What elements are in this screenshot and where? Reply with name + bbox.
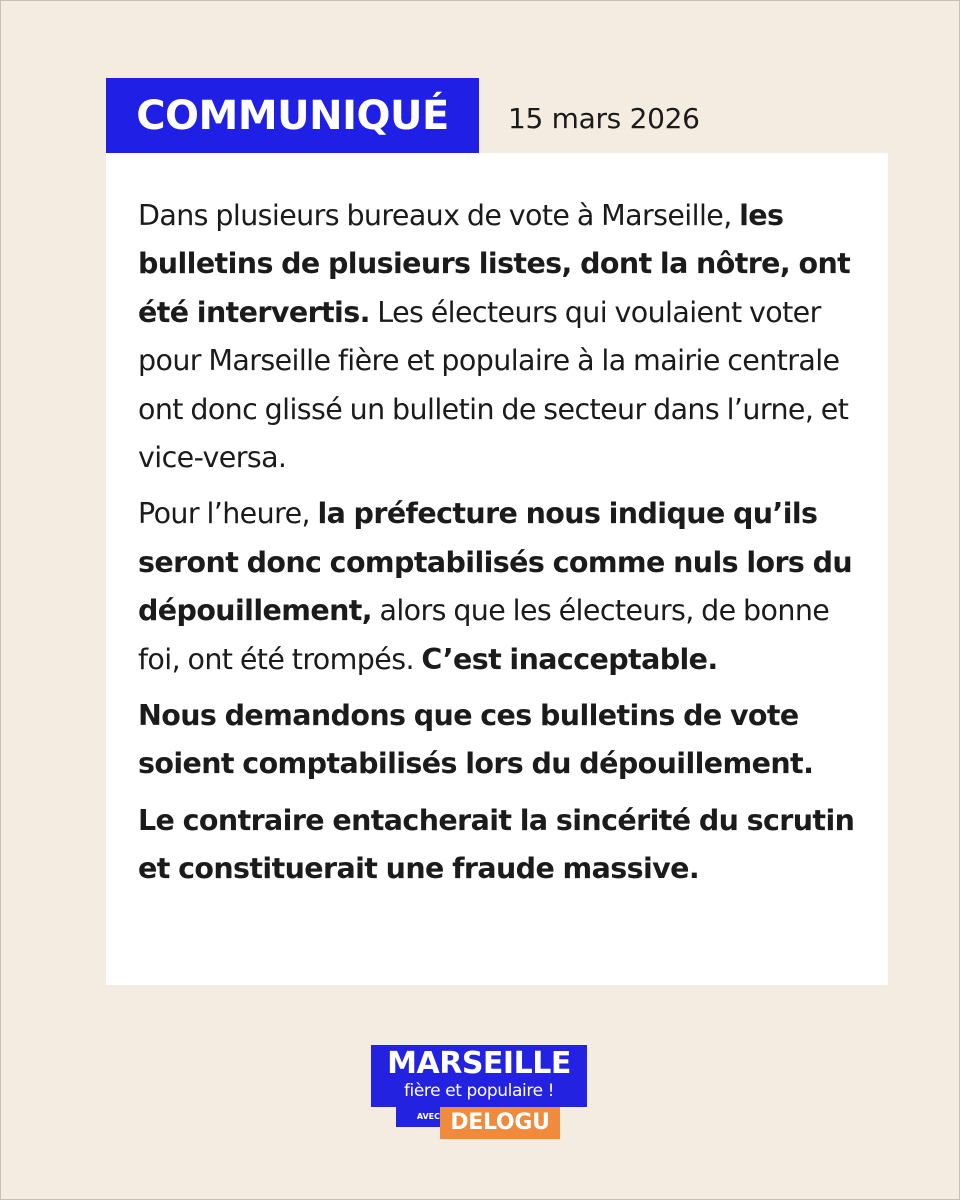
logo-title: MARSEILLE — [387, 1046, 571, 1081]
p1-text-1: Dans plusieurs bureaux de vote à Marseille, — [138, 199, 740, 232]
campaign-logo — [371, 1045, 587, 1140]
logo-name: DELOGU — [440, 1107, 560, 1139]
p2-bold-2: C’est inacceptable. — [421, 642, 718, 676]
logo-subtitle: fière et populaire ! — [403, 1081, 555, 1101]
communique-date: 15 mars 2026 — [508, 102, 700, 135]
p2-bold-1: la préfecture nous indique qu’ils seront donc comptabilisés comme nuls lors du dépouillement, — [138, 497, 853, 628]
paragraph-2 — [138, 490, 863, 684]
p1-bold-1: les bulletins de plusieurs listes, dont la nôtre, ont été intervertis. — [138, 199, 851, 329]
badge-label: COMMUNIQUÉ — [136, 92, 449, 139]
communique-badge — [106, 78, 479, 153]
paragraph-1 — [138, 192, 863, 482]
p3-bold: Nous demandons que ces bulletins de vote soient comptabilisés lors du dépouillement. — [138, 699, 814, 781]
p1-text-2: Les électeurs qui voulaient voter pour Marseille fière et populaire à la mairie centrale ont donc glissé un bulletin de secteur dans l’urne, et vice-versa. — [138, 295, 849, 475]
communique-body — [138, 192, 863, 894]
p2-text-2: alors que les électeurs, de bonne foi, ont été trompés. — [138, 594, 830, 676]
paragraph-4 — [138, 797, 863, 894]
paragraph-3 — [138, 692, 863, 789]
p2-text-1: Pour l’heure, — [138, 497, 318, 531]
logo-avec: AVEC — [396, 1107, 444, 1127]
p4-bold: Le contraire entacherait la sincérité du scrutin et constituerait une fraude massive. — [138, 803, 855, 886]
logo-blue-block — [371, 1045, 587, 1107]
